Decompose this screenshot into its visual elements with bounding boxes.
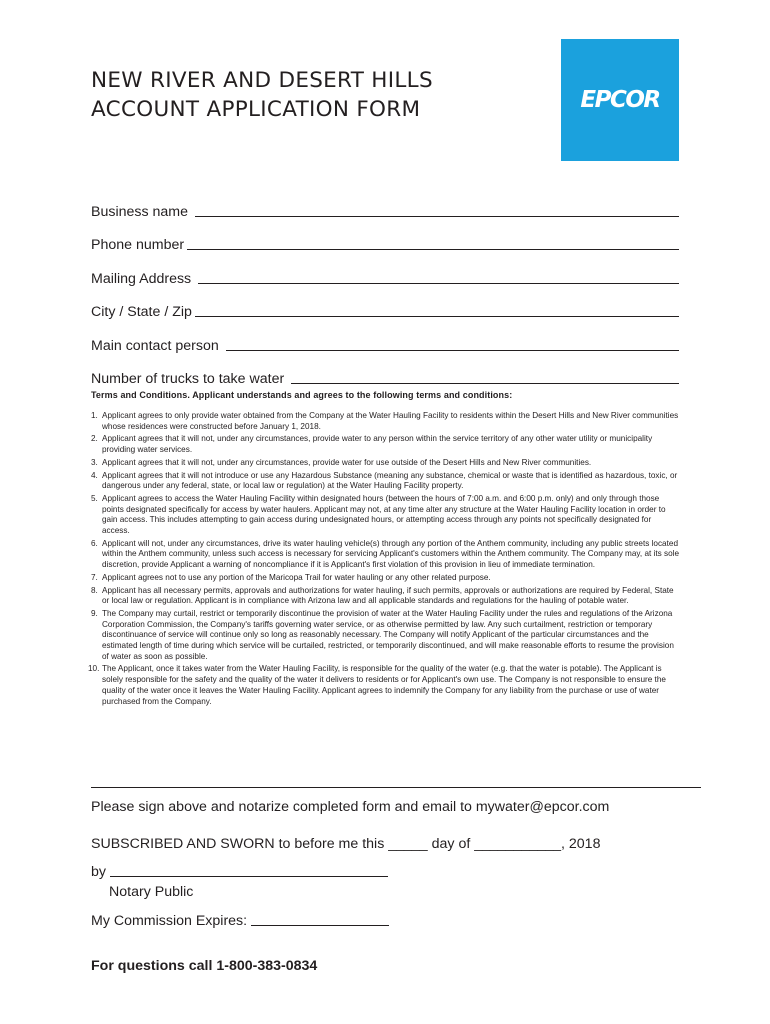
blank-line (198, 282, 679, 284)
term-item (88, 664, 681, 707)
terms-heading: Terms and Conditions. Applicant understands and agrees to the following terms and conditions: (91, 390, 513, 400)
epcor-logo-text: EPCOR (580, 87, 660, 113)
term-text: The Company may curtail, restrict or temporarily discontinue the provision of water at the Water Hauling Facility under the rules and regulations of the Arizona Corporation Commission, the Company's tariffs governing water service, or as otherwise permitted by law. Any such curtailment, restriction or temporary discontinuance of service will continue only so long as reasonably necessary. The Company will notify Applicant of the particular circumstances and the estimated length of time during which service will be curtailed, restricted, or temporarily discontinued, and will make reasonable efforts to resume the provision of water as soon as possible. (102, 608, 674, 661)
term-text: Applicant agrees that it will not introduce or use any Hazardous Substance (meaning any substance, chemical or waste that is identified as hazardous, toxic, or dangerous under any federal, state, or local law or regulation) at the Water Hauling Facility property. (102, 470, 678, 491)
term-item (91, 539, 681, 571)
term-item (91, 586, 681, 607)
term-number: 1. (91, 411, 98, 420)
blank-line (187, 248, 679, 250)
business-name-field[interactable] (91, 187, 679, 221)
blank-line (291, 382, 679, 384)
term-text: Applicant agrees that it will not, under any circumstances, provide water for use outside of the Desert Hills and New River communities. (102, 457, 592, 467)
term-text: Applicant agrees that it will not, under any circumstances, provide water to any person within the service territory of any other water utility or municipality providing water services. (102, 434, 653, 455)
term-number: 5. (91, 493, 98, 503)
field-label: Main contact person (91, 337, 223, 354)
term-number: 3. (91, 457, 98, 467)
term-item (91, 471, 681, 492)
form-title (91, 66, 433, 124)
term-item (91, 573, 681, 584)
commission-expires-field[interactable] (91, 913, 389, 929)
field-label: Number of trucks to take water (91, 371, 289, 387)
notary-by-field[interactable] (91, 864, 388, 880)
questions-phone: For questions call 1-800-383-0834 (91, 958, 318, 974)
notary-public-label: Notary Public (109, 884, 194, 900)
commission-label: My Commission Expires: (91, 913, 248, 929)
term-item (91, 609, 681, 663)
term-text: Applicant has all necessary permits, approvals and authorizations for water hauling, if such permits, approvals or authorizations are required by Federal, State or local law or regulation. Applicant is in compliance with Arizona law and all applicable standards and regulations for the hauling of potable water. (102, 585, 674, 606)
term-number: 4. (91, 470, 98, 480)
term-number: 8. (91, 585, 98, 595)
field-label: City / State / Zip (91, 304, 192, 320)
term-item (91, 458, 681, 469)
city-state-zip-field[interactable] (91, 288, 679, 322)
term-item (91, 494, 681, 537)
term-number: 6. (91, 538, 98, 548)
term-text: Applicant agrees to only provide water obtained from the Company at the Water Hauling Facility to residents within the Desert Hills and New River communities whose residences were constructed before January 1, 2018. (102, 411, 679, 431)
main-contact-field[interactable] (91, 321, 679, 355)
signature-line[interactable] (91, 787, 701, 788)
terms-list (88, 411, 681, 709)
by-label: by (91, 864, 106, 880)
term-number: 2. (91, 434, 98, 444)
phone-number-field[interactable] (91, 221, 679, 255)
epcor-logo (561, 39, 679, 161)
application-fields (91, 187, 679, 388)
blank-line (251, 925, 389, 926)
number-of-trucks-field[interactable] (91, 355, 679, 389)
form-title-line1: NEW RIVER AND DESERT HILLS (91, 68, 433, 93)
blank-line (110, 876, 388, 877)
term-item (91, 434, 681, 455)
term-item (91, 411, 681, 432)
term-text: Applicant agrees not to use any portion of the Maricopa Trail for water hauling or any other related purpose. (102, 572, 491, 582)
term-text: Applicant will not, under any circumstances, drive its water hauling vehicle(s) through any portion of the Anthem community, including any public streets located within the Anthem community, unless such access is necessary for servicing Applicant's customers within the Anthem community. The Company may, at its sole discretion, provide Applicant a warning of noncompliance if it is Applicant's first violation of this provision in lieu of immediate termination. (102, 538, 680, 570)
mailing-address-field[interactable] (91, 254, 679, 288)
blank-line (195, 315, 679, 317)
field-label: Phone number (91, 237, 185, 253)
field-label: Mailing Address (91, 270, 196, 287)
blank-line (195, 215, 679, 217)
field-label: Business name (91, 203, 192, 220)
term-number: 9. (91, 608, 98, 618)
term-number: 7. (91, 572, 98, 582)
sign-instructions: Please sign above and notarize completed form and email to mywater@epcor.com (91, 799, 610, 815)
term-text: The Applicant, once it takes water from the Water Hauling Facility, is responsible for the quality of the water (e.g. that the water is potable). The Applicant is solely responsible for the safety and the quality of the water it delivers to residents or for Applicant's own use. The Company is not responsible to ensure the quality of the water once it leaves the Water Hauling Facility. Applicant agrees to indemnify the Company for any liability from the purchase or use of water purchased from the Company. (102, 664, 666, 706)
form-title-line2: ACCOUNT APPLICATION FORM (91, 97, 421, 122)
blank-line (226, 349, 679, 351)
term-number: 10. (88, 664, 100, 674)
subscribed-sworn-line: SUBSCRIBED AND SWORN to before me this _____ day of ___________, 2018 (91, 836, 601, 852)
term-text: Applicant agrees to access the Water Hauling Facility within designated hours (between the hours of 7:00 a.m. and 6:00 p.m. only) and only through those points designated specifically for access by water haulers. Applicant may not, at any time alter any structure at the Water Hauling Facility location in order to gain access. This includes attempting to gain access during undesignated hours, or attempting access through any points not specifically designated for access. (102, 493, 666, 536)
